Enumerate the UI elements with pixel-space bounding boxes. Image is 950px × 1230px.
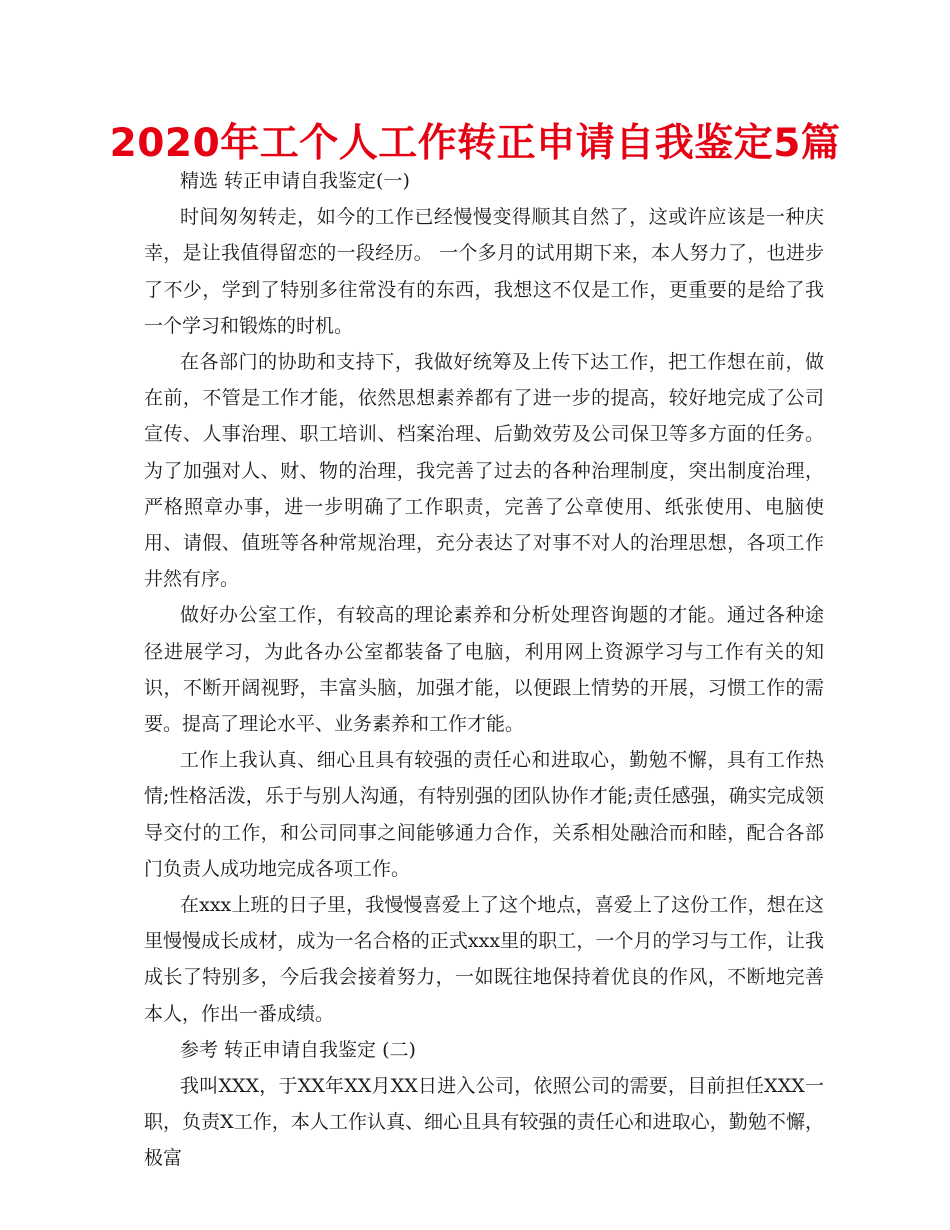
paragraph: 时间匆匆转走，如今的工作已经慢慢变得顺其自然了，这或许应该是一种庆幸，是让我值得留恋的一段经历。 一个多月的试用期下来，本人努力了，也进步了不少，学到了特别多往常没有的东西，我想这不仅是工作，更重要的是给了我一个学习和锻炼的时机。 bbox=[144, 206, 824, 337]
section-heading: 精选 转正申请自我鉴定(一) bbox=[180, 170, 410, 192]
paragraph: 工作上我认真、细心且具有较强的责任心和进取心，勤勉不懈，具有工作热情;性格活泼，乐于与别人沟通，有特别强的团队协作才能;责任感强，确实完成领导交付的工作，和公司同事之间能够通力合作，关系相处融洽而和睦，配合各部门负责人成功地完成各项工作。 bbox=[144, 749, 824, 880]
document-body bbox=[144, 163, 824, 1177]
paragraph: 我叫XXX，于XX年XX月XX日进入公司，依照公司的需要，目前担任XXX一职，负责X工作，本人工作认真、细心且具有较强的责任心和进取心，勤勉不懈，极富 bbox=[144, 1075, 824, 1170]
section-heading: 参考 转正申请自我鉴定 (二) bbox=[180, 1038, 416, 1061]
paragraph: 在各部门的协助和支持下，我做好统筹及上传下达工作，把工作想在前，做在前，不管是工作才能，依然思想素养都有了进一步的提高，较好地完成了公司宣传、人事治理、职工培训、档案治理、后勤效劳及公司保卫等多方面的任务。为了加强对人、财、物的治理，我完善了过去的各种治理制度，突出制度治理，严格照章办事，进一步明确了工作职责，完善了公章使用、纸张使用、电脑使用、请假、值班等各种常规治理，充分表达了对事不对人的治理思想，各项工作井然有序。 bbox=[144, 351, 824, 591]
paragraph: 做好办公室工作，有较高的理论素养和分析处理咨询题的才能。通过各种途径进展学习，为此各办公室都装备了电脑，利用网上资源学习与工作有关的知识，不断开阔视野，丰富头脑，加强才能，以便跟上情势的开展，习惯工作的需要。提高了理论水平、业务素养和工作才能。 bbox=[144, 604, 824, 736]
paragraph: 在xxx上班的日子里，我慢慢喜爱上了这个地点，喜爱上了这份工作，想在这里慢慢成长成材，成为一名合格的正式xxx里的职工，一个月的学习与工作，让我成长了特别多，今后我会接着努力，一如既往地保持着优良的作风，不断地完善本人，作出一番成绩。 bbox=[144, 894, 824, 1025]
document-title: 2020年工个人工作转正申请自我鉴定5篇 bbox=[109, 121, 841, 166]
